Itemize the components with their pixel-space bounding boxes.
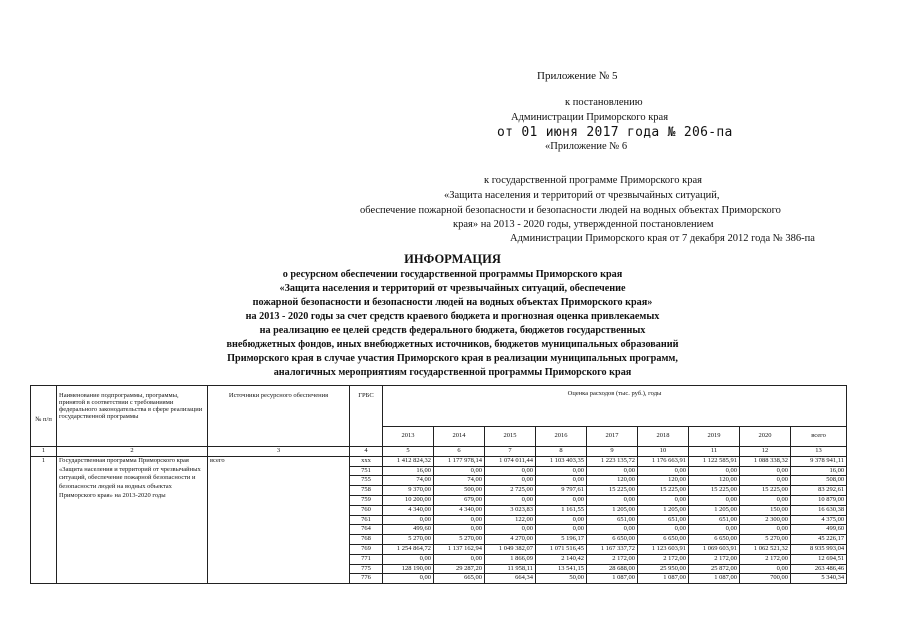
value-cell: 6 650,00 (587, 535, 638, 545)
header-year: 2018 (638, 427, 689, 447)
column-number: 11 (689, 447, 740, 457)
subtitle-line: пожарной безопасности и безопасности людей на водных объектах Приморского края» (252, 297, 653, 308)
value-cell: 5 270,00 (740, 535, 791, 545)
value-cell: 0,00 (638, 466, 689, 476)
value-cell: 1 137 162,94 (434, 544, 485, 554)
header-year: 2019 (689, 427, 740, 447)
value-cell: 0,00 (740, 564, 791, 574)
column-number: 10 (638, 447, 689, 457)
document-title: ИНФОРМАЦИЯ (404, 252, 501, 266)
value-cell: 1 103 403,35 (536, 456, 587, 466)
value-cell: 1 205,00 (587, 505, 638, 515)
total-cell: 499,60 (791, 525, 847, 535)
value-cell: 2 300,00 (740, 515, 791, 525)
value-cell: 0,00 (485, 476, 536, 486)
grbs-cell: 758 (350, 486, 383, 496)
value-cell: 0,00 (434, 525, 485, 535)
value-cell: 6 650,00 (638, 535, 689, 545)
value-cell: 11 958,11 (485, 564, 536, 574)
value-cell: 0,00 (383, 574, 434, 584)
value-cell: 2 725,00 (485, 486, 536, 496)
value-cell: 0,00 (536, 466, 587, 476)
value-cell: 0,00 (689, 466, 740, 476)
subtitle-line: на реализацию ее целей средств федерального бюджета, бюджетов государственных (259, 325, 646, 336)
value-cell: 122,00 (485, 515, 536, 525)
header-year: 2015 (485, 427, 536, 447)
value-cell: 1 074 011,44 (485, 456, 536, 466)
appendix-6-label: «Приложение № 6 (545, 141, 628, 152)
subtitle-line: внебюджетных фондов, иных внебюджетных источников, бюджетов муниципальных образований (226, 339, 679, 350)
grbs-cell: 768 (350, 535, 383, 545)
value-cell: 1 122 585,91 (689, 456, 740, 466)
value-cell: 3 023,83 (485, 505, 536, 515)
value-cell: 6 650,00 (689, 535, 740, 545)
appendix-5-label: Приложение № 5 (537, 70, 618, 82)
total-cell: 10 879,00 (791, 495, 847, 505)
total-cell: 16,00 (791, 466, 847, 476)
value-cell: 1 412 824,32 (383, 456, 434, 466)
total-cell: 83 292,61 (791, 486, 847, 496)
value-cell: 0,00 (485, 525, 536, 535)
value-cell: 0,00 (740, 525, 791, 535)
value-cell: 1 205,00 (638, 505, 689, 515)
value-cell: 74,00 (434, 476, 485, 486)
grbs-cell: 764 (350, 525, 383, 535)
value-cell: 9 797,61 (536, 486, 587, 496)
value-cell: 4 340,00 (383, 505, 434, 515)
value-cell: 15 225,00 (638, 486, 689, 496)
subtitle-line: Приморского края в случае участия Приморского края в реализации муниципальных программ, (227, 353, 678, 364)
value-cell: 1 205,00 (689, 505, 740, 515)
header-year: 2017 (587, 427, 638, 447)
grbs-cell: 751 (350, 466, 383, 476)
value-cell: 5 270,00 (434, 535, 485, 545)
value-cell: 15 225,00 (587, 486, 638, 496)
header-year: 2016 (536, 427, 587, 447)
subtitle-line: аналогичных мероприятиям государственной программы Приморского края (273, 367, 632, 378)
value-cell: 16,00 (383, 466, 434, 476)
value-cell: 29 287,20 (434, 564, 485, 574)
value-cell: 15 225,00 (689, 486, 740, 496)
total-cell: 508,00 (791, 476, 847, 486)
column-number: 1 (31, 447, 57, 457)
column-number: 4 (350, 447, 383, 457)
program-name: Государственная программа Приморского края «Защита населения и территорий от чрезвычайных ситуаций, обеспечение пожарной безопасности и безопасности людей на водных объектах Приморского края» на 2013-2020 годы (57, 456, 208, 583)
value-cell: 1 087,00 (587, 574, 638, 584)
value-cell: 0,00 (536, 476, 587, 486)
grbs-cell: 760 (350, 505, 383, 515)
source-cell: всего (208, 456, 350, 583)
value-cell: 0,00 (536, 515, 587, 525)
value-cell: 5 196,17 (536, 535, 587, 545)
header-grbs: ГРБС (350, 386, 383, 447)
order-date-number: от 01 июня 2017 года № 206-па (497, 125, 733, 140)
value-cell: 2 172,00 (740, 554, 791, 564)
value-cell: 50,00 (536, 574, 587, 584)
value-cell: 0,00 (434, 466, 485, 476)
column-number: 9 (587, 447, 638, 457)
value-cell: 0,00 (587, 525, 638, 535)
administration-label: Администрации Приморского края (511, 112, 669, 123)
value-cell: 10 200,00 (383, 495, 434, 505)
header-name: Наименование подпрограммы, программы, принятой в соответствии с требованиями федерального законодательства в сфере реализации государственной программы (57, 386, 208, 447)
value-cell: 0,00 (740, 476, 791, 486)
header-year: 2020 (740, 427, 791, 447)
value-cell: 1 167 337,72 (587, 544, 638, 554)
value-cell: 2 172,00 (689, 554, 740, 564)
value-cell: 679,00 (434, 495, 485, 505)
value-cell: 120,00 (638, 476, 689, 486)
value-cell: 74,00 (383, 476, 434, 486)
subtitle-line: «Защита населения и территорий от чрезвычайных ситуаций, обеспечение (279, 283, 626, 294)
header-num: № п/п (31, 386, 57, 447)
value-cell: 0,00 (587, 466, 638, 476)
header-year-total: всего (791, 427, 847, 447)
column-number: 6 (434, 447, 485, 457)
grbs-cell: 775 (350, 564, 383, 574)
row-number: 1 (31, 456, 57, 583)
value-cell: 1 176 663,91 (638, 456, 689, 466)
value-cell: 0,00 (434, 554, 485, 564)
program-ref-line-1: к государственной программе Приморского края (484, 175, 702, 186)
program-ref-line-5: Администрации Приморского края от 7 декабря 2012 года № 386-па (510, 233, 815, 244)
value-cell: 0,00 (587, 495, 638, 505)
value-cell: 128 190,00 (383, 564, 434, 574)
total-cell: 263 486,46 (791, 564, 847, 574)
value-cell: 28 688,00 (587, 564, 638, 574)
value-cell: 0,00 (536, 495, 587, 505)
value-cell: 1 071 516,45 (536, 544, 587, 554)
value-cell: 1 177 978,14 (434, 456, 485, 466)
value-cell: 1 223 135,72 (587, 456, 638, 466)
value-cell: 120,00 (587, 476, 638, 486)
total-cell: 8 935 993,04 (791, 544, 847, 554)
value-cell: 0,00 (689, 525, 740, 535)
value-cell: 0,00 (740, 466, 791, 476)
value-cell: 15 225,00 (740, 486, 791, 496)
column-number: 3 (208, 447, 350, 457)
table-row (31, 456, 847, 466)
total-cell: 4 375,00 (791, 515, 847, 525)
value-cell: 4 270,00 (485, 535, 536, 545)
column-number: 5 (383, 447, 434, 457)
value-cell: 700,00 (740, 574, 791, 584)
value-cell: 13 541,15 (536, 564, 587, 574)
grbs-cell: 769 (350, 544, 383, 554)
value-cell: 651,00 (689, 515, 740, 525)
value-cell: 5 270,00 (383, 535, 434, 545)
subtitle-line: о ресурсном обеспечении государственной программы Приморского края (282, 269, 623, 280)
value-cell: 0,00 (383, 554, 434, 564)
value-cell: 2 172,00 (587, 554, 638, 564)
total-cell: 45 226,17 (791, 535, 847, 545)
column-number: 2 (57, 447, 208, 457)
value-cell: 0,00 (383, 515, 434, 525)
value-cell: 150,00 (740, 505, 791, 515)
value-cell: 2 172,00 (638, 554, 689, 564)
value-cell: 1 254 864,72 (383, 544, 434, 554)
value-cell: 664,34 (485, 574, 536, 584)
grbs-cell: 771 (350, 554, 383, 564)
value-cell: 499,60 (383, 525, 434, 535)
value-cell: 651,00 (587, 515, 638, 525)
value-cell: 0,00 (740, 495, 791, 505)
value-cell: 0,00 (638, 495, 689, 505)
value-cell: 25 872,00 (689, 564, 740, 574)
value-cell: 500,00 (434, 486, 485, 496)
value-cell: 1 087,00 (689, 574, 740, 584)
grbs-cell: 755 (350, 476, 383, 486)
total-cell: 5 340,34 (791, 574, 847, 584)
value-cell: 0,00 (485, 495, 536, 505)
value-cell: 9 370,00 (383, 486, 434, 496)
value-cell: 1 049 382,07 (485, 544, 536, 554)
value-cell: 0,00 (485, 466, 536, 476)
value-cell: 1 062 521,32 (740, 544, 791, 554)
value-cell: 651,00 (638, 515, 689, 525)
to-resolution-label: к постановлению (565, 97, 643, 108)
value-cell: 1 866,09 (485, 554, 536, 564)
grbs-cell: 776 (350, 574, 383, 584)
value-cell: 1 088 338,32 (740, 456, 791, 466)
value-cell: 120,00 (689, 476, 740, 486)
value-cell: 0,00 (536, 525, 587, 535)
total-cell: 9 378 941,11 (791, 456, 847, 466)
grbs-cell: 761 (350, 515, 383, 525)
value-cell: 4 340,00 (434, 505, 485, 515)
column-number: 7 (485, 447, 536, 457)
value-cell: 1 087,00 (638, 574, 689, 584)
grbs-cell: 759 (350, 495, 383, 505)
program-ref-line-4: края» на 2013 - 2020 годы, утвержденной постановлением (453, 219, 714, 230)
header-year: 2014 (434, 427, 485, 447)
column-number: 8 (536, 447, 587, 457)
header-source: Источники ресурсного обеспечения (208, 386, 350, 447)
program-ref-line-3: обеспечение пожарной безопасности и безопасности людей на водных объектах Приморского (360, 205, 781, 216)
column-number: 13 (791, 447, 847, 457)
value-cell: 0,00 (638, 525, 689, 535)
value-cell: 25 950,00 (638, 564, 689, 574)
value-cell: 1 123 603,91 (638, 544, 689, 554)
total-cell: 16 630,38 (791, 505, 847, 515)
value-cell: 1 161,55 (536, 505, 587, 515)
program-ref-line-2: «Защита населения и территорий от чрезвычайных ситуаций, (444, 190, 720, 201)
value-cell: 0,00 (689, 495, 740, 505)
grbs-cell: ххх (350, 456, 383, 466)
header-year: 2013 (383, 427, 434, 447)
column-number: 12 (740, 447, 791, 457)
value-cell: 1 069 603,91 (689, 544, 740, 554)
resource-table (30, 385, 847, 584)
value-cell: 2 140,42 (536, 554, 587, 564)
value-cell: 665,00 (434, 574, 485, 584)
subtitle-line: на 2013 - 2020 годы за счет средств краевого бюджета и прогнозная оценка привлекаемых (245, 311, 660, 322)
header-estimate: Оценка расходов (тыс. руб.), годы (383, 386, 847, 427)
value-cell: 0,00 (434, 515, 485, 525)
total-cell: 12 694,51 (791, 554, 847, 564)
